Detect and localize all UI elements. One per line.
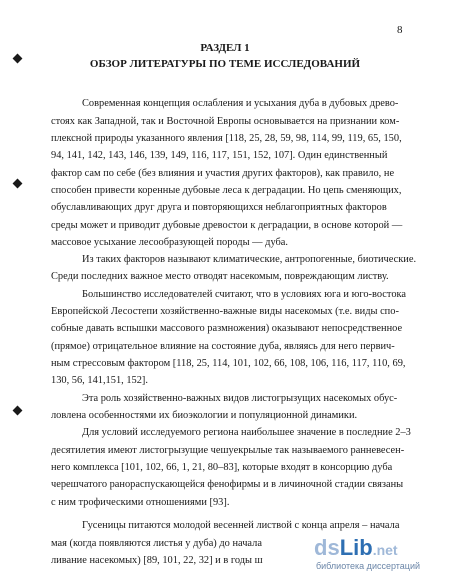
text-line: ливание насекомых) [89, 101, 22, 32] и в годы ш	[51, 555, 263, 566]
watermark-logo	[312, 537, 444, 577]
text-line: Европейской Лесостепи хозяйственно-важные виды насекомых (т.е. виды спо-	[51, 306, 399, 317]
text-line: стоях как Западной, так и Восточной Европы основывается на признании ком-	[51, 116, 400, 127]
text-line: с ним трофическими отношениями [93].	[51, 497, 230, 508]
text-line: способен привести коренные дубовые леса к деградации. Но цепь сменяющих,	[51, 185, 402, 196]
text-line: него комплекса [101, 102, 66, 1, 21, 80–83], которые входят в консорцию дуба	[51, 462, 393, 473]
text-line: массовое усыхание лесообразующей породы — дуба.	[51, 237, 289, 248]
text-line: плексной природы указанного явления [118, 25, 28, 59, 98, 114, 99, 119, 65, 150,	[51, 133, 402, 144]
text-line: Современная концепция ослабления и усыхания дуба в дубовых древо-	[82, 98, 399, 109]
text-line: среды может и приводит дубовые древостои к деградации, в основе которой —	[51, 220, 403, 231]
watermark-net: .net	[372, 542, 398, 558]
text-line: Для условий исследуемого региона наибольшее значение в последние 2–3	[82, 427, 411, 438]
text-line: 130, 56, 141,151, 152].	[51, 375, 148, 386]
text-line: мая (когда появляются листья у дуба) до начала	[51, 538, 262, 549]
text-line: десятилетия имеют листогрызущие чешуекрылые так называемого ранневесен-	[51, 445, 405, 456]
margin-bullet-icon	[13, 179, 23, 189]
text-line: Из таких факторов называют климатические, антропогенные, биотические.	[82, 254, 417, 265]
text-line: фактор сам по себе (без влияния и участия других факторов), как правило, не	[51, 168, 395, 179]
text-line: 94, 141, 142, 143, 146, 139, 149, 116, 117, 151, 152, 107]. Один единственный	[51, 150, 388, 161]
text-line: ным стрессовым фактором [118, 25, 114, 101, 102, 66, 108, 106, 116, 117, 110, 69,	[51, 358, 406, 369]
watermark-ds: ds	[314, 535, 340, 560]
text-line: (прямое) отрицательное влияние на состояние дуба, являясь для него первич-	[51, 341, 395, 352]
text-line: собные давать вспышки массового размножения) оказывают непосредственное	[51, 323, 403, 334]
text-line: Большинство исследователей считают, что в условиях юга и юго-востока	[82, 289, 407, 300]
text-line: ловлена особенностями их биоэкологии и популяционной динамики.	[51, 410, 358, 421]
watermark-lib: Lib	[339, 535, 373, 560]
page-number: 8	[397, 24, 403, 36]
margin-bullet-icon	[13, 406, 23, 416]
text-line: обуславливающих друг друга и повторяющихся неблагоприятных факторов	[51, 202, 387, 213]
text-line: Гусеницы питаются молодой весенней листвой с конца апреля – начала	[82, 520, 400, 531]
watermark-subtitle: библиотека диссертаций	[316, 561, 421, 571]
section-label: РАЗДЕЛ 1	[200, 42, 250, 54]
text-line: черешчатого ранораспускающейся фенофирмы и в личиночной стадии связаны	[51, 479, 404, 490]
section-title: ОБЗОР ЛИТЕРАТУРЫ ПО ТЕМЕ ИССЛЕДОВАНИЙ	[89, 58, 361, 70]
text-line: Среди последних важное место отводят насекомым, повреждающим листву.	[51, 271, 389, 282]
text-line: Эта роль хозяйственно-важных видов листогрызущих насекомых обус-	[82, 393, 398, 404]
